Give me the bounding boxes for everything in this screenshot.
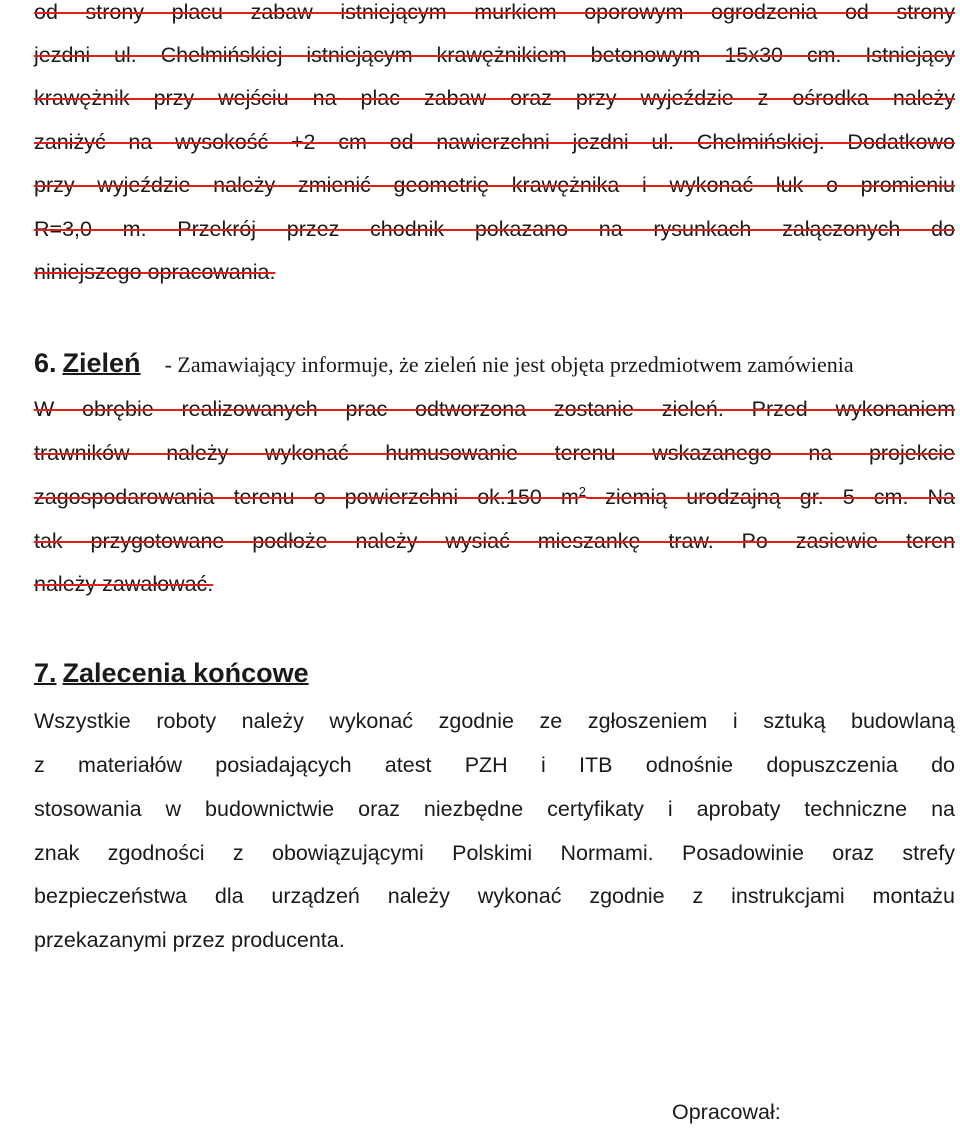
section7-line-1: Wszystkie roboty należy wykonać zgodnie ze zgłoszeniem i sztuką budowlaną bbox=[34, 709, 955, 733]
signature-label: Opracował: bbox=[672, 1100, 781, 1124]
section7-line-6: przekazanymi przez producenta. bbox=[34, 928, 345, 952]
section5-line-1: od strony placu zabaw istniejącym murkiem oporowym ogrodzenia od strony bbox=[34, 0, 955, 24]
section5-line-7: niniejszego opracowania. bbox=[34, 260, 276, 284]
section7-number: 7. bbox=[34, 658, 57, 688]
section7-title: Zalecenia końcowe bbox=[62, 658, 309, 688]
section6-line-1: W obrębie realizowanych prac odtworzona zostanie zieleń. Przed wykonaniem bbox=[34, 397, 955, 421]
section6-line-4: tak przygotowane podłoże należy wysiać mieszankę traw. Po zasiewie teren bbox=[34, 529, 955, 553]
section5-line-6: R=3,0 m. Przekrój przez chodnik pokazano na rysunkach załączonych do bbox=[34, 217, 955, 241]
section5-line-5: przy wyjeździe należy zmienić geometrię krawężnika i wykonać łuk o promieniu bbox=[34, 173, 955, 197]
section7-line-4: znak zgodności z obowiązującymi Polskimi Normami. Posadowinie oraz strefy bbox=[34, 841, 955, 865]
section6-line-3 bbox=[34, 483, 955, 511]
section5-line-3: krawężnik przy wejściu na plac zabaw oraz przy wyjeździe z ośrodka należy bbox=[34, 86, 955, 110]
section5-line-4: zaniżyć na wysokość +2 cm od nawierzchni jezdni ul. Chełmińskiej. Dodatkowo bbox=[34, 130, 955, 154]
section6-heading bbox=[34, 346, 854, 382]
section6-title: Zieleń bbox=[62, 348, 141, 378]
section6-line-5: należy zawałować. bbox=[34, 572, 214, 596]
section7-line-5: bezpieczeństwa dla urządzeń należy wykonać zgodnie z instrukcjami montażu bbox=[34, 884, 955, 908]
section6-line-3-sup: 2 bbox=[578, 484, 586, 499]
section7-line-2: z materiałów posiadających atest PZH i ITB odnośnie dopuszczenia do bbox=[34, 753, 955, 777]
section6-line-3-after: ziemią urodzajną gr. 5 cm. Na bbox=[586, 485, 955, 509]
section7-line-3: stosowania w budownictwie oraz niezbędne certyfikaty i aprobaty techniczne na bbox=[34, 797, 955, 821]
section6-number: 6. bbox=[34, 348, 57, 378]
section6-line-2: trawników należy wykonać humusowanie terenu wskazanego na projekcie bbox=[34, 441, 955, 465]
section6-note: - Zamawiający informuje, że zieleń nie jest objęta przedmiotwem zamówienia bbox=[164, 352, 854, 377]
section7-heading bbox=[34, 656, 309, 690]
section5-line-2: jezdni ul. Chełmińskiej istniejącym krawężnikiem betonowym 15x30 cm. Istniejący bbox=[34, 43, 955, 67]
section6-line-3-before: zagospodarowania terenu o powierzchni ok.150 m bbox=[34, 485, 579, 509]
